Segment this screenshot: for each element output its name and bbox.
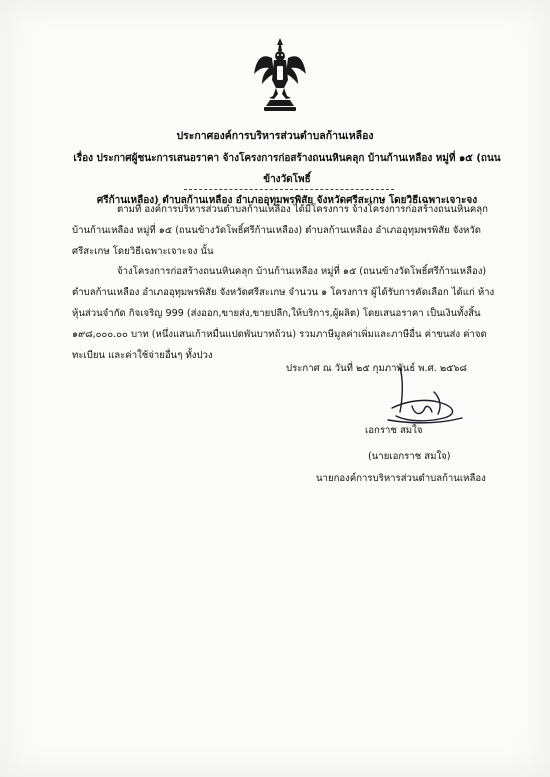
- announce-date: ประกาศ ณ วันที่ ๒๕ กุมภาพันธ์ พ.ศ. ๒๕๖๘: [286, 363, 467, 374]
- section-divider: [184, 189, 394, 190]
- subject-line-2: ศรีก้านเหลือง) ตำบลก้านเหลือง อำเภออุทุมพรพิสัย จังหวัดศรีสะเกษ โดยวิธีเฉพาะเจาะจง: [96, 195, 478, 206]
- signer-name: เอกราช สมใจ: [365, 425, 423, 436]
- garuda-emblem-icon: [252, 36, 308, 114]
- paragraph-award: จ้างโครงการก่อสร้างถนนหินคลุก บ้านก้านเหลือง หมู่ที่ ๑๕ (ถนนข้างวัดโพธิ์ศรีก้านเหลือง) ตำบลก้านเหลือง อำเภออุทุมพรพิสัย จังหวัดศรีสะเกษ จำนวน ๑ โครงการ ผู้ได้รับการคัดเลือก ได้แก่ ห้างหุ้นส่วนจำกัด กิจเจริญ 999 (ส่งออก,ขายส่ง,ขายปลีก,ให้บริการ,ผู้ผลิต) โดยเสนอราคา เป็นเงินทั้งสิ้น ๑๙๘,๐๐๐.๐๐ บาท (หนึ่งแสนเก้าหมื่นแปดพันบาทถ้วน) รวมภาษีมูลค่าเพิ่มและภาษีอื่น ค่าขนส่ง ค่าจดทะเบียน และค่าใช้จ่ายอื่นๆ ทั้งปวง: [72, 266, 495, 361]
- signer-position: นายกองค์การบริหารส่วนตำบลก้านเหลือง: [316, 473, 486, 484]
- announcement-title: ประกาศองค์การบริหารส่วนตำบลก้านเหลือง: [176, 130, 374, 142]
- handwritten-signature: [382, 362, 466, 432]
- paragraph-background: ตามที่ องค์การบริหารส่วนตำบลก้านเหลือง ได้มีโครงการ จ้างโครงการก่อสร้างถนนหินคลุก บ้านก้านเหลือง หมู่ที่ ๑๕ (ถนนข้างวัดโพธิ์ศรีก้านเหลือง) ตำบลก้านเหลือง อำเภออุทุมพรพิสัย จังหวัดศรีสะเกษ โดยวิธีเฉพาะเจาะจง นั้น: [72, 204, 488, 257]
- subject-line-1: เรื่อง ประกาศผู้ชนะการเสนอราคา จ้างโครงการก่อสร้างถนนหินคลุก บ้านก้านเหลือง หมู่ที่ ๑๕ (ถนนข้างวัดโพธิ์: [73, 153, 501, 185]
- signer-name-parenthesized: (นายเอกราช สมใจ): [368, 451, 451, 462]
